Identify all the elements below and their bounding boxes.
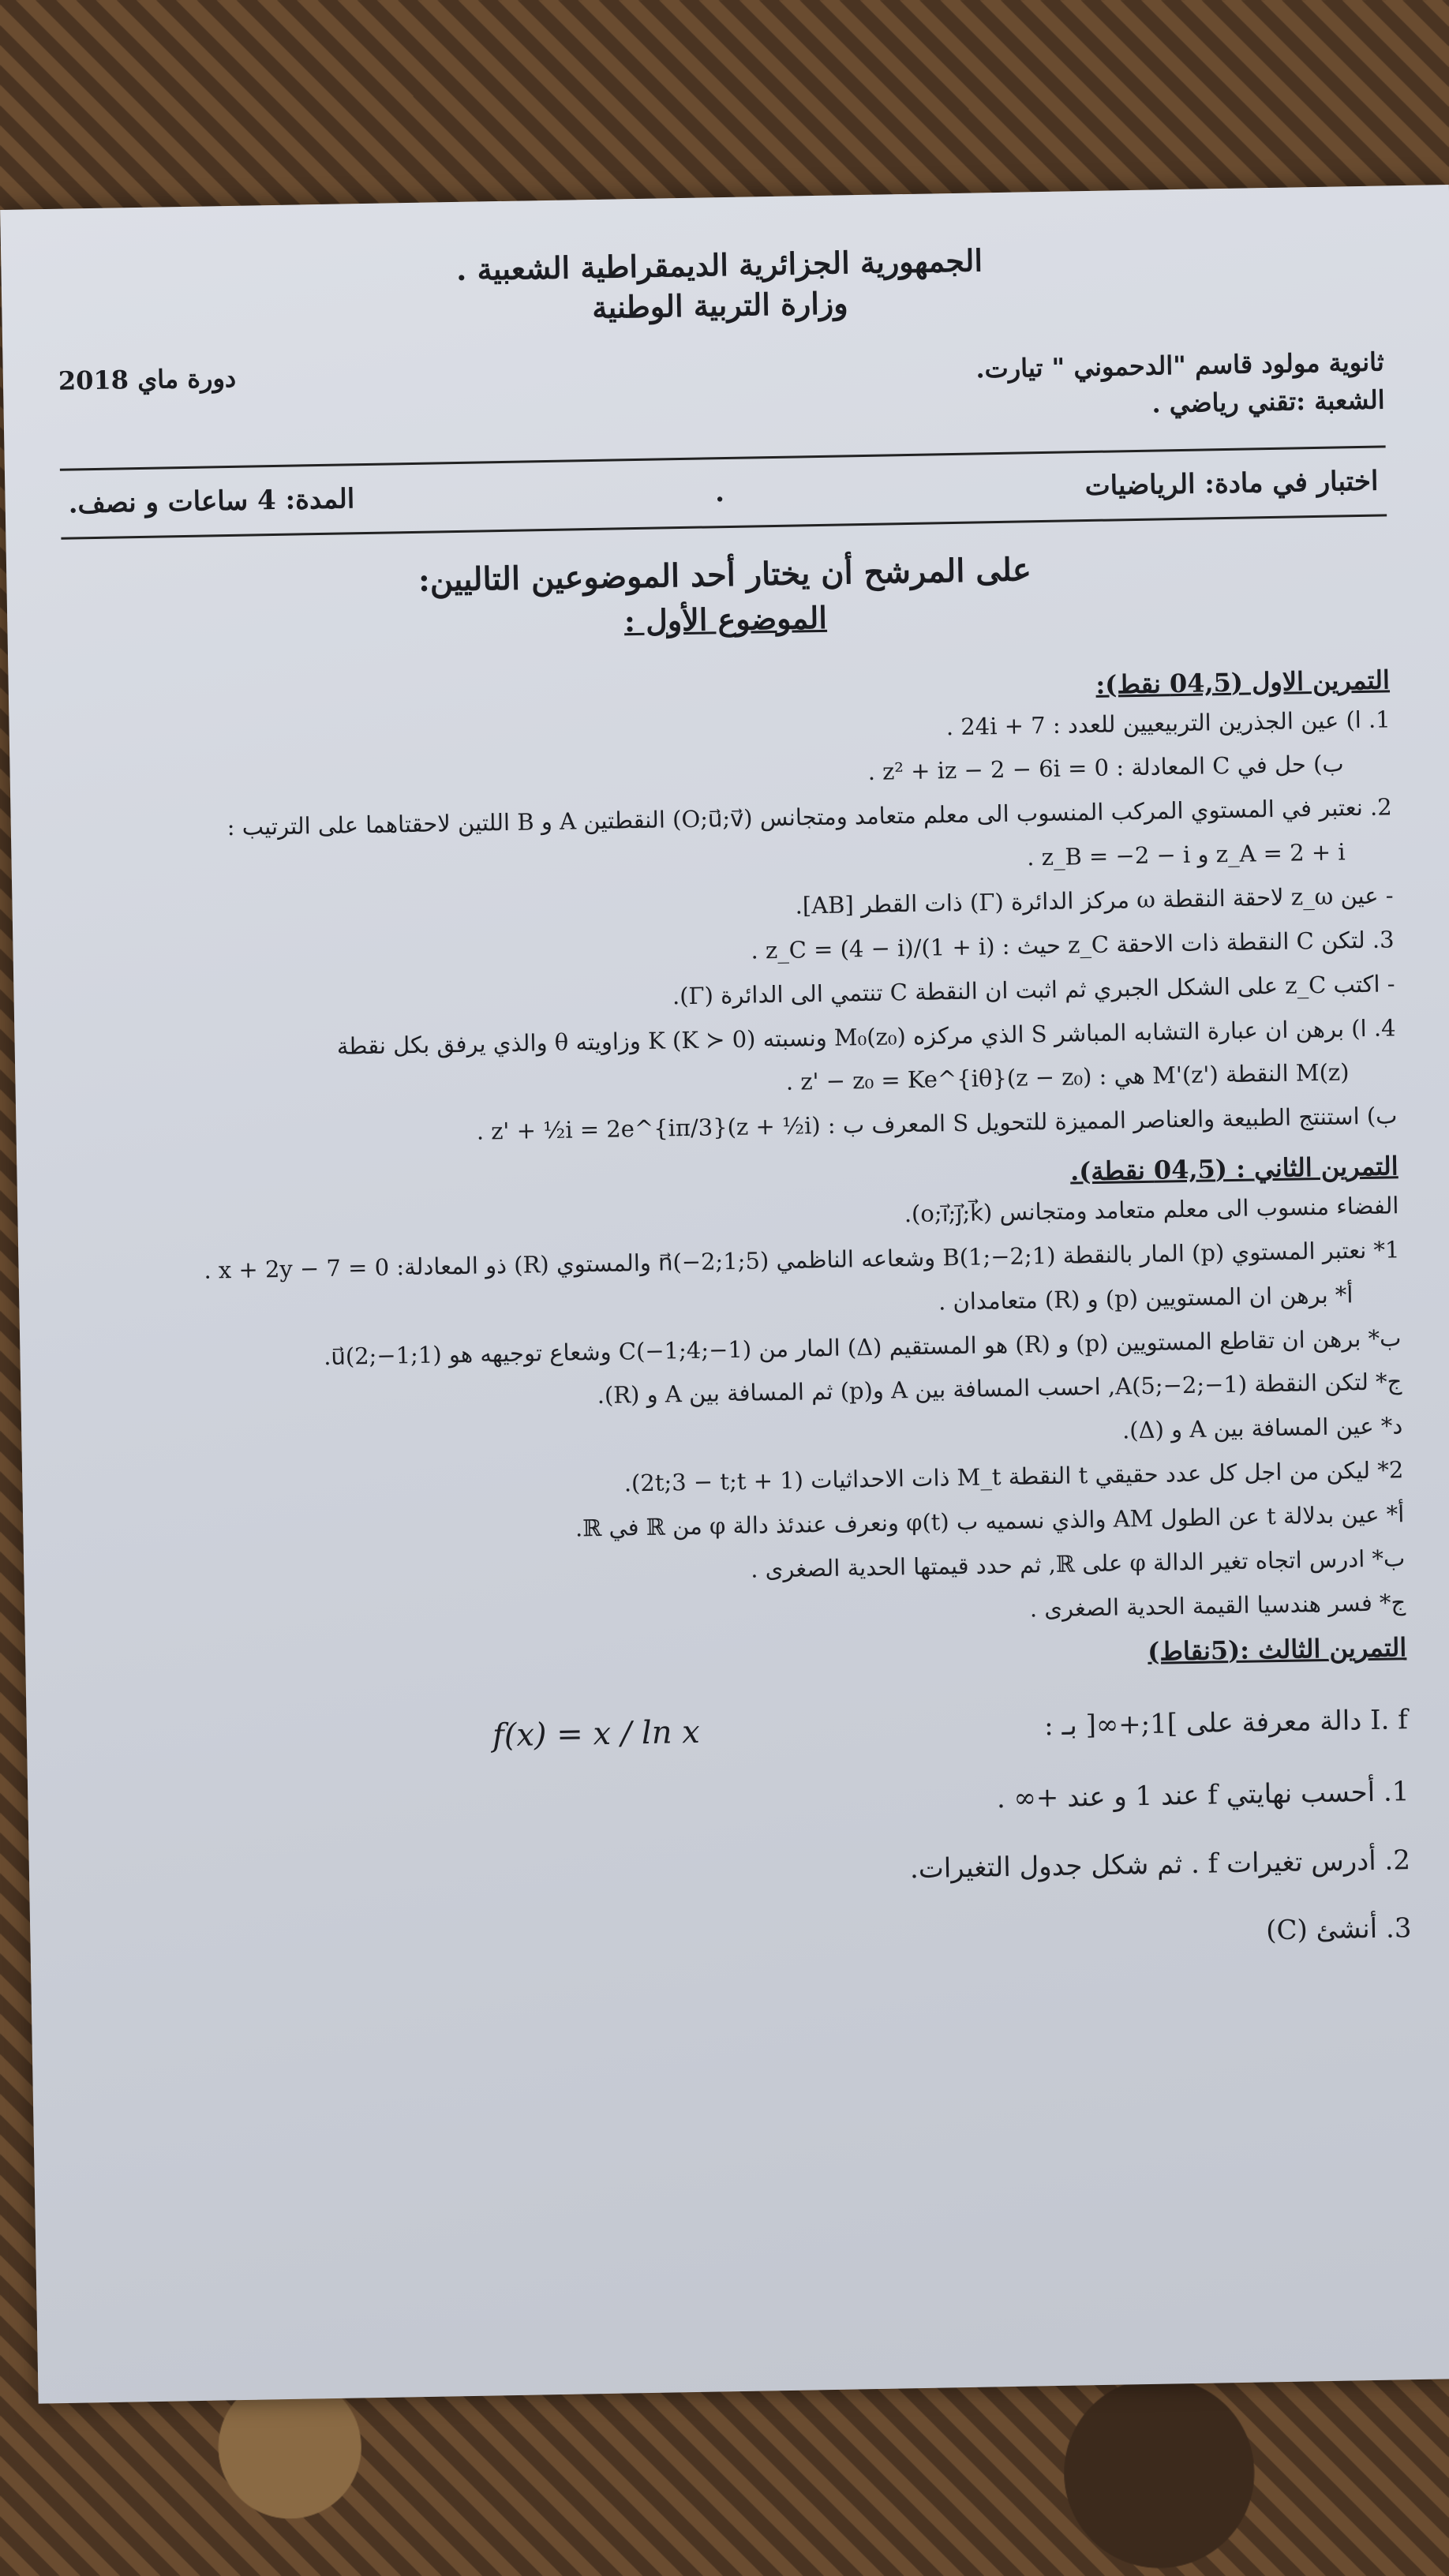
ex3-q1: 1. أحسب نهايتي f عند 1 و عند +∞ . bbox=[996, 1776, 1410, 1815]
republic-title: الجمهورية الجزائرية الديمقراطية الشعبية . bbox=[455, 242, 983, 287]
exercise-3 bbox=[80, 1633, 1412, 1974]
ex2-intro: الفضاء منسوب الى معلم متعامد ومتجانس (o;i⃗;j⃗;k⃗). bbox=[904, 1192, 1399, 1228]
ex1-q2b: z_A = 2 + i و z_B = −2 − i . bbox=[1026, 838, 1346, 871]
ex1-q2: 2. نعتبر في المستوي المركب المنسوب الى معلم متعامد ومتجانس (O;u⃗;v⃗) النقطتين A و B اللتين لاحقتاهما على الترتيب : bbox=[227, 793, 1392, 841]
ex2-q1d: د* عين المسافة بين A و (Δ). bbox=[1121, 1412, 1403, 1444]
exercise-2 bbox=[72, 1151, 1406, 1645]
school-info bbox=[975, 343, 1385, 425]
ex1-q1a: 1. ا) عين الجذرين التربيعيين للعدد : 7 + 24i . bbox=[945, 705, 1391, 740]
ex3-qI: I. f دالة معرفة على ]1;+∞[ بـ : bbox=[1043, 1704, 1409, 1743]
ex3-q3: 3. أنشئ (C) bbox=[1265, 1911, 1412, 1947]
ex1-q2c: - عين z_ω لاحقة النقطة ω مركز الدائرة (Γ) ذات القطر [AB]. bbox=[795, 882, 1394, 919]
school-name: ثانوية مولود قاسم "الدحموني " تيارت. bbox=[975, 346, 1385, 384]
ex1-q3b: - اكتب z_C على الشكل الجبري ثم اثبت ان النقطة C تنتمي الى الدائرة (Γ). bbox=[672, 969, 1395, 1009]
info-row bbox=[58, 343, 1385, 441]
ex3-function-row bbox=[81, 1694, 1408, 1769]
ex3-title: التمرين الثالث :(5نقاط) bbox=[1147, 1632, 1407, 1668]
ex2-q2c: ج* فسر هندسيا القيمة الحدية الصغرى . bbox=[1029, 1588, 1406, 1623]
header-titles bbox=[56, 233, 1383, 337]
ex2-q2b: ب* ادرس اتجاه تغير الدالة φ على ℝ, ثم حدد قيمتها الحدية الصغرى . bbox=[750, 1544, 1406, 1583]
ex1-q1b: ب) حل في C المعادلة : z² + iz − 2 − 6i = 0 . bbox=[867, 750, 1344, 786]
exam-content bbox=[56, 233, 1412, 1973]
ex2-q1c: ج* لتكن النقطة A(5;−2;−1), احسب المسافة بين A و(p) ثم المسافة بين A و (R). bbox=[597, 1368, 1402, 1410]
exercise-1 bbox=[64, 665, 1398, 1159]
exam-row bbox=[60, 447, 1387, 537]
ministry-title: وزارة التربية الوطنية bbox=[591, 285, 848, 326]
ex2-title: التمرين الثاني : (04,5 نقطة). bbox=[1069, 1151, 1398, 1187]
exam-duration: المدة: 4 ساعات و نصف. bbox=[68, 482, 355, 520]
stream: الشعبة :تقني رياضي . bbox=[1151, 384, 1385, 419]
ex2-q2: 2* ليكن من اجل كل عدد حقيقي t النقطة M_t ذات الاحداثيات (1 + 2t;3 − t;t). bbox=[623, 1456, 1404, 1497]
ex2-q2a: أ* عين بدلالة t عن الطول AM والذي نسميه ب φ(t) ونعرف عندئذ دالة φ من ℝ في ℝ. bbox=[575, 1500, 1405, 1542]
ex3-function: f(x) = x / ln x bbox=[492, 1714, 701, 1754]
ex1-q3: 3. لتكن C النقطة ذات الاحقة z_C حيث : z_C = (4 − i)/(1 + i) . bbox=[751, 926, 1395, 964]
session: دورة ماي 2018 bbox=[58, 362, 237, 396]
ex1-title: التمرين الاول (04,5 نقط): bbox=[1095, 664, 1391, 700]
ex2-q1b: ب* برهن ان تقاطع المستويين (p) و (R) هو المستقيم (Δ) المار من C(−1;4;−1) وشعاع توجيهه هو u⃗(2;−1;1). bbox=[323, 1324, 1402, 1370]
ex1-q4a: 4. ا) برهن ان عبارة التشابه المباشر S الذي مركزه M₀(z₀) ونسبته K (K ≻ 0) وزاويته θ والذي يرفق بكل نقطة bbox=[336, 1013, 1396, 1060]
exam-sheet bbox=[0, 185, 1449, 2404]
ex1-q4a2: M(z) النقطة M'(z') هي : z' − z₀ = Ke^{iθ}(z − z₀) . bbox=[785, 1058, 1350, 1096]
choose-instruction: على المرشح أن يختار أحد الموضوعين التاليين: bbox=[417, 550, 1032, 599]
ex3-q2: 2. أدرس تغيرات f . ثم شكل جدول التغيرات. bbox=[909, 1844, 1411, 1885]
ex2-q1: 1* نعتبر المستوي (p) المار بالنقطة B(1;−2;1) وشعاعه الناظمي n⃗(−2;1;5) والمستوي (R) ذو المعادلة: x + 2y − 7 = 0 . bbox=[204, 1236, 1400, 1284]
exam-dot: . bbox=[714, 476, 725, 508]
ex1-q4b: ب) استنتج الطبيعة والعناصر المميزة للتحويل S المعرف ب : z' + ½i = 2e^{iπ/3}(z + ½i) . bbox=[476, 1102, 1398, 1145]
ex2-q1a: أ* برهن ان المستويين (p) و (R) متعامدان . bbox=[938, 1281, 1354, 1316]
subject-one-title: الموضوع الأول : bbox=[623, 599, 828, 638]
exam-subject: اختبار في مادة: الرياضيات bbox=[1084, 465, 1379, 502]
